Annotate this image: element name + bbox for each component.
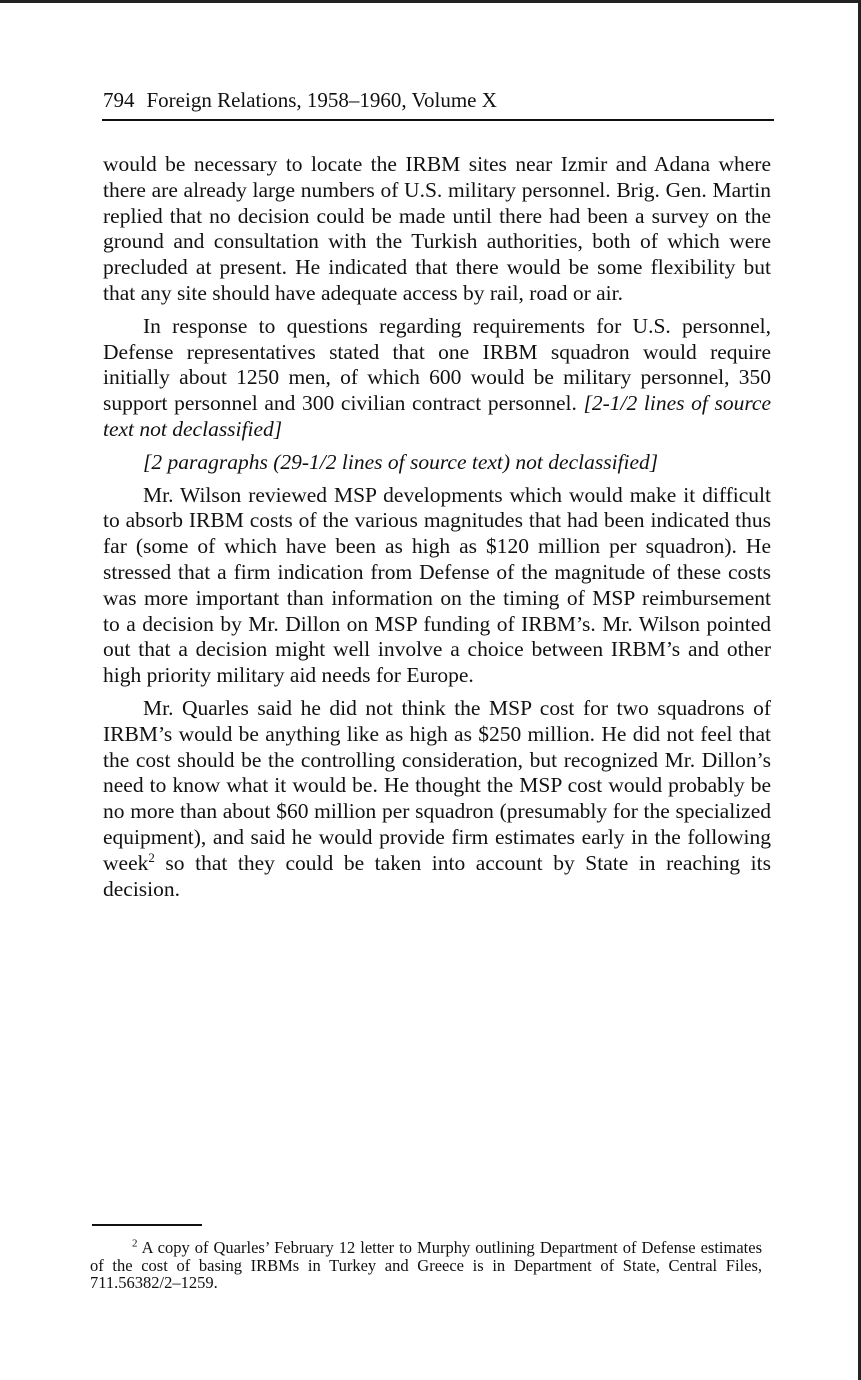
footnote-marker: 2 [132,1237,138,1250]
body-text [103,152,771,909]
paragraph-personnel-text: In response to questions regarding requirements for U.S. personnel, Defense representatives stated that one IRBM squadron would require initially about 1250 men, of which 600 would be military personnel, 350 support personnel and 300 civilian contract personnel. [103,313,771,416]
paragraph-quarles-text-b: so that they could be taken into account by State in reaching its decision. [103,850,771,901]
footnote-rule [92,1224,202,1226]
header-rule [102,119,774,121]
running-title: Foreign Relations, 1958–1960, Volume X [146,88,497,112]
paragraph-quarles [103,696,771,902]
paragraph-continued: would be necessary to locate the IRBM sites near Izmir and Adana where there are already large numbers of U.S. military personnel. Brig. Gen. Martin replied that no decision could be made until there had been a survey on the ground and consultation with the Turkish authorities, both of which were precluded at present. He indicated that there would be some flexibility but that any site should have adequate access by rail, road or air. [103,152,771,305]
redaction-note: [2-1/2 lines of source text not declassified] [103,391,771,441]
page-edge-top [0,0,861,3]
footnote [90,1239,762,1292]
page-number: 794 [103,88,135,112]
footnote-text: A copy of Quarles’ February 12 letter to Murphy outlining Department of Defense estimates of the cost of basing IRBMs in Turkey and Greece is in Department of State, Central Files, 711.56382/2–1259. [90,1238,762,1292]
paragraph-quarles-text-a: Mr. Quarles said he did not think the MSP cost for two squadrons of IRBM’s would be anything like as high as $250 million. He did not feel that the cost should be the controlling consideration, but recognized Mr. Dillon’s need to know what it would be. He thought the MSP cost would probably be no more than about $60 million per squadron (presumably for the specialized equipment), and said he would provide firm estimates early in the following week [103,695,771,875]
paragraph-personnel [103,314,771,443]
footnote-paragraph [90,1239,762,1292]
running-head [103,86,773,114]
redaction-paragraphs: [2 paragraphs (29-1/2 lines of source text) not declassified] [143,449,659,474]
paragraph-wilson: Mr. Wilson reviewed MSP developments which would make it difficult to absorb IRBM costs of the various magnitudes that had been indicated thus far (some of which have been as high as $120 million per squadron). He stressed that a firm indication from Defense of the magnitude of these costs was more important than information on the timing of MSP reimbursement to a decision by Mr. Dillon on MSP funding of IRBM’s. Mr. Wilson pointed out that a decision might well involve a choice between IRBM’s and other high priority military aid needs for Europe. [103,482,771,688]
footnote-reference[interactable]: 2 [148,849,155,865]
